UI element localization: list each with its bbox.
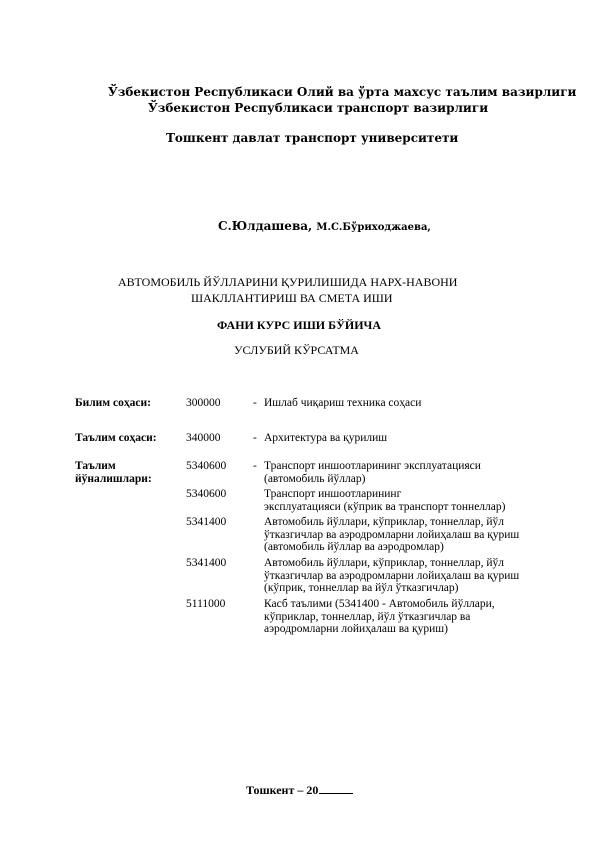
subtitle: ФАНИ КУРС ИШИ БЎЙИЧА xyxy=(217,318,382,332)
field-desc: Ишлаб чиқариш техника соҳаси xyxy=(264,397,422,409)
directions-dash: - xyxy=(253,460,257,472)
direction-code: 5340600 xyxy=(186,488,227,500)
university-name: Тошкент давлат транспорт университети xyxy=(166,131,459,145)
author-first: С.Юлдашева, xyxy=(218,219,313,233)
area-code: 340000 xyxy=(186,432,221,444)
direction-desc-line: Касб таълими (5341400 - Автомобиль йўллари, xyxy=(264,598,495,610)
document-type: УСЛУБИЙ КЎРСАТМА xyxy=(234,343,359,357)
field-label: Билим соҳаси: xyxy=(75,397,151,409)
direction-desc xyxy=(264,557,558,595)
direction-desc xyxy=(264,516,558,554)
direction-desc xyxy=(264,598,558,636)
year-blank-line xyxy=(319,782,353,794)
field-dash: - xyxy=(253,397,257,409)
authors xyxy=(218,219,431,233)
direction-code: 5341400 xyxy=(186,516,227,528)
title-line-1: АВТОМОБИЛЬ ЙЎЛЛАРИНИ ҚУРИЛИШИДА НАРХ-НАВОНИ xyxy=(118,275,458,289)
ministry-line-2: Ўзбекистон Республикаси транспорт вазирлиги xyxy=(148,101,489,115)
direction-desc-line: кўприклар, тоннеллар, йўл ўтказгичлар ва xyxy=(264,610,471,623)
field-code: 300000 xyxy=(186,397,221,409)
direction-code: 5111000 xyxy=(186,598,226,610)
direction-code: 5341400 xyxy=(186,557,227,569)
direction-desc-line: (кўприк, тоннеллар ва йўл ўтказгичлар) xyxy=(264,582,459,594)
title-line-2: ШАКЛЛАНТИРИШ ВА СМЕТА ИШИ xyxy=(191,291,393,305)
direction-desc-line: (автомобиль йўллар ва аэродромлар) xyxy=(264,541,444,553)
area-label: Таълим соҳаси: xyxy=(75,432,157,444)
directions-label-2: йўналишлари: xyxy=(75,473,152,485)
direction-desc-line: Транспорт иншоотларининг эксплуатацияси xyxy=(264,460,481,472)
area-desc: Архитектура ва қурилиш xyxy=(264,432,388,444)
area-dash: - xyxy=(253,432,257,444)
direction-desc-line: Автомобиль йўллари, кўприклар, тоннеллар, йўл xyxy=(264,516,504,528)
directions-block xyxy=(0,460,596,650)
direction-desc xyxy=(264,488,558,513)
direction-desc-line: ўтказгичлар ва аэродромларни лойиҳалаш ва қуриш xyxy=(264,569,520,582)
direction-desc-line: Автомобиль йўллари, кўприклар, тоннеллар, йўл xyxy=(264,557,504,569)
footer-text: Тошкент – 20 xyxy=(246,783,319,797)
field-row xyxy=(0,397,596,411)
direction-desc-line: аэродромларни лойиҳалаш ва қуриш) xyxy=(264,623,448,635)
direction-desc-line: (автомобиль йўллар) xyxy=(264,472,366,485)
direction-desc xyxy=(264,460,558,485)
direction-desc-line: Транспорт иншоотларининг xyxy=(264,488,402,500)
directions-label-1: Таълим xyxy=(75,460,116,472)
area-row xyxy=(0,432,596,446)
author-second: М.С.Бўриходжаева, xyxy=(316,222,431,233)
direction-desc-line: ўтказгичлар ва аэродромларни лойиҳалаш ва қуриш xyxy=(264,528,520,541)
footer-place-year xyxy=(246,782,353,798)
direction-desc-line: эксплуатацияси (кўприк ва транспорт тоннеллар) xyxy=(264,500,506,513)
direction-code: 5340600 xyxy=(186,460,227,472)
ministry-line-1: Ўзбекистон Республикаси Олий ва ўрта махсус таълим вазирлиги xyxy=(108,85,577,99)
